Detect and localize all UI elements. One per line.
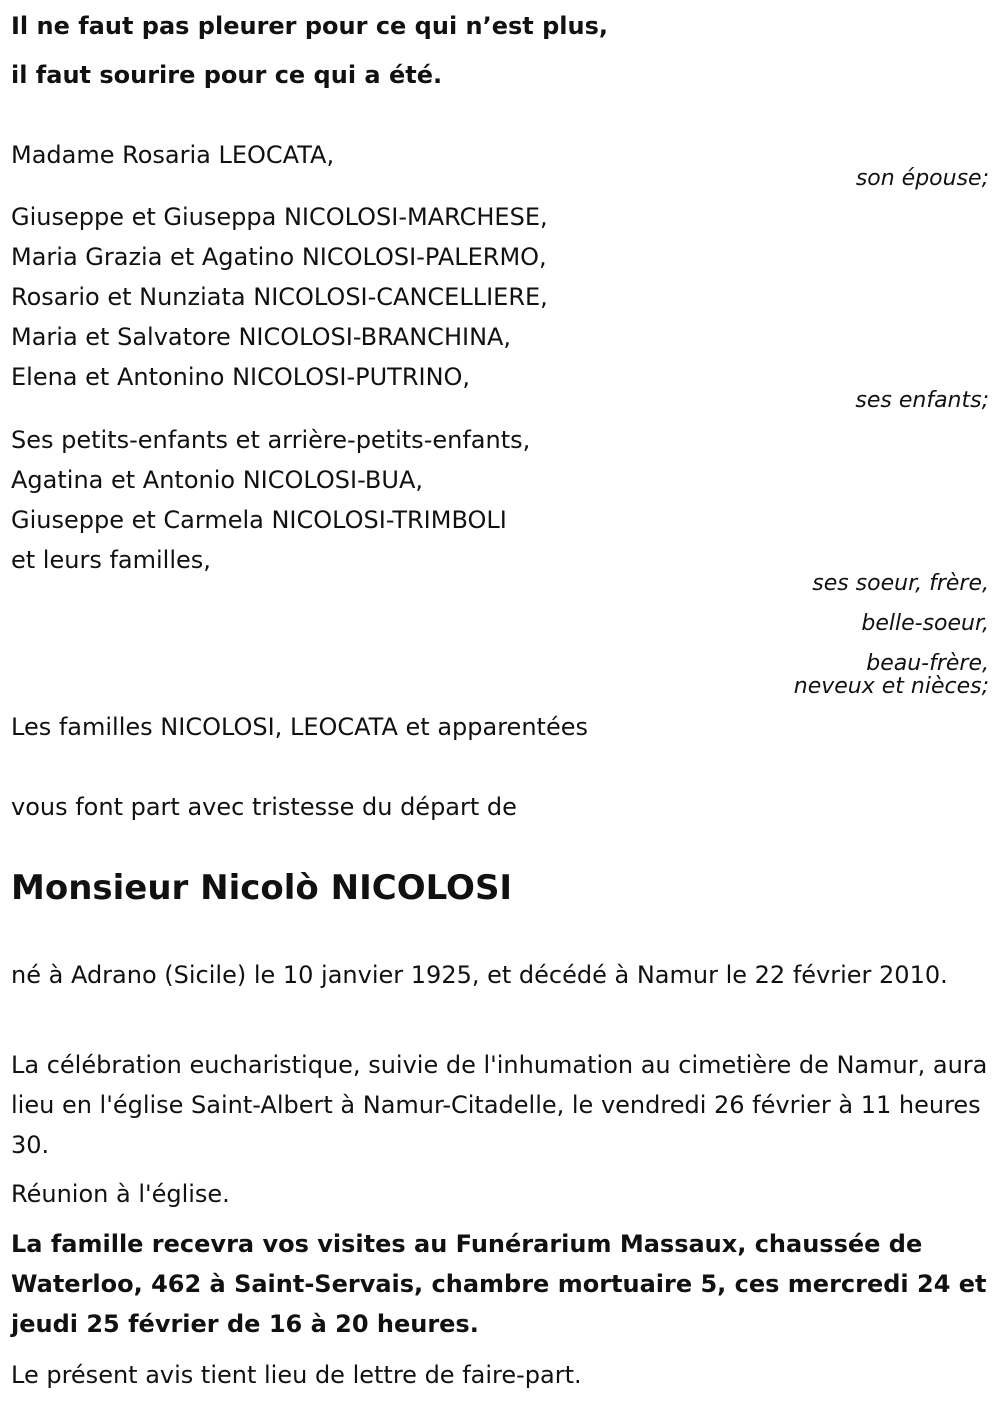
child-name: Giuseppe et Giuseppa NICOLOSI-MARCHESE,: [11, 203, 548, 231]
relative-name: Giuseppe et Carmela NICOLOSI-TRIMBOLI: [11, 506, 507, 534]
relative-name: et leurs familles,: [11, 546, 211, 574]
birth-death-paragraph: né à Adrano (Sicile) le 10 janvier 1925, et décédé à Namur le 22 février 2010.: [11, 961, 948, 989]
relatives-role: belle-soeur,: [861, 611, 989, 636]
families-line: Les familles NICOLOSI, LEOCATA et apparentées: [11, 713, 588, 741]
quote-line-1: Il ne faut pas pleurer pour ce qui n’est plus,: [11, 12, 609, 40]
quote-line-2: il faut sourire pour ce qui a été.: [11, 61, 443, 89]
child-name: Maria et Salvatore NICOLOSI-BRANCHINA,: [11, 323, 512, 351]
relative-name: Ses petits-enfants et arrière-petits-enfants,: [11, 426, 531, 454]
child-name: Rosario et Nunziata NICOLOSI-CANCELLIERE,: [11, 283, 548, 311]
relatives-role: beau-frère,: [866, 651, 989, 676]
spouse-name: Madame Rosaria LEOCATA,: [11, 141, 335, 169]
child-name: Maria Grazia et Agatino NICOLOSI-PALERMO,: [11, 243, 547, 271]
announcement-line: vous font part avec tristesse du départ de: [11, 793, 517, 821]
ceremony-paragraph: La célébration eucharistique, suivie de l'inhumation au cimetière de Namur, aura lieu en l'église Saint-Albert à Namur-Citadelle, le vendredi 26 février à 11 heures 30.: [11, 1051, 988, 1159]
visits-paragraph: La famille recevra vos visites au Funérarium Massaux, chaussée de Waterloo, 462 à Saint-Servais, chambre mortuaire 5, ces mercredi 24 et jeudi 25 février de 16 à 20 heures.: [11, 1230, 987, 1338]
children-role: ses enfants;: [855, 388, 989, 413]
child-name: Elena et Antonino NICOLOSI-PUTRINO,: [11, 363, 471, 391]
spouse-role: son épouse;: [855, 166, 989, 191]
reunion-paragraph: Réunion à l'église.: [11, 1180, 230, 1208]
notice-paragraph: Le présent avis tient lieu de lettre de faire-part.: [11, 1361, 582, 1389]
relatives-role: neveux et nièces;: [793, 674, 989, 699]
deceased-name: Monsieur Nicolò NICOLOSI: [11, 868, 513, 908]
relatives-role: ses soeur, frère,: [812, 571, 989, 596]
relative-name: Agatina et Antonio NICOLOSI-BUA,: [11, 466, 423, 494]
